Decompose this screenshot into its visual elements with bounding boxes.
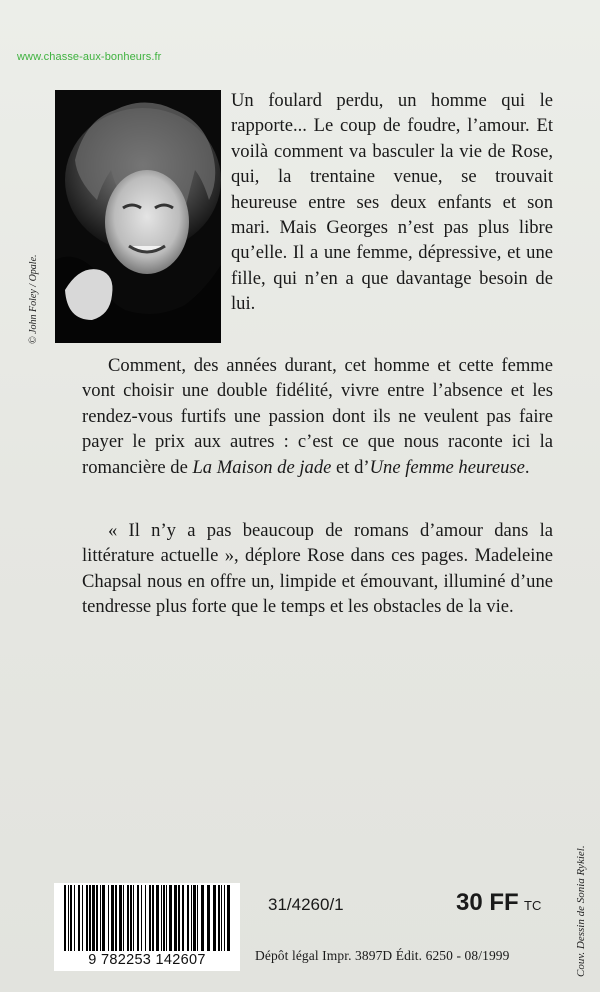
barcode-bar <box>218 885 220 951</box>
barcode-bar <box>86 885 88 951</box>
barcode-bars <box>54 883 240 953</box>
paragraph-2-end: . <box>524 456 530 478</box>
barcode-bar <box>161 885 162 951</box>
blurb-paragraph-3 <box>82 518 553 620</box>
blurb-paragraph-2 <box>82 353 553 480</box>
barcode-bar <box>89 885 91 951</box>
barcode-bar <box>92 885 95 951</box>
barcode-bar <box>130 885 132 951</box>
barcode-bar <box>156 885 159 951</box>
barcode-bar <box>191 885 192 951</box>
barcode-bar <box>221 885 222 951</box>
barcode-bar <box>178 885 180 951</box>
price: 30 FF <box>456 889 519 916</box>
barcode-bar <box>201 885 204 951</box>
barcode-bar <box>102 885 105 951</box>
barcode-bar <box>224 885 225 951</box>
barcode-bar <box>174 885 177 951</box>
catalog-code: 31/4260/1 <box>268 895 344 914</box>
cover-credit: Couv. Dessin de Sonia Rykiel. <box>575 845 587 977</box>
book-title-la-maison-de-jade: La Maison de jade <box>192 456 332 478</box>
barcode-bar <box>169 885 172 951</box>
barcode-bar <box>100 885 101 951</box>
author-portrait-image <box>55 90 221 343</box>
watermark-url: www.chasse-aux-bonheurs.fr <box>17 51 162 63</box>
barcode-bar <box>68 885 69 951</box>
barcode-bar <box>74 885 75 951</box>
barcode-bar <box>141 885 142 951</box>
paragraph-2-between: et d’ <box>331 456 370 478</box>
barcode-bar <box>96 885 98 951</box>
barcode-bar <box>197 885 198 951</box>
barcode-bar <box>145 885 146 951</box>
barcode-bar <box>64 885 66 951</box>
barcode-bar <box>187 885 189 951</box>
barcode-bar <box>108 885 109 951</box>
barcode-bar <box>115 885 117 951</box>
barcode-bar <box>182 885 184 951</box>
barcode-bar <box>133 885 134 951</box>
photo-credit: © John Foley / Opale. <box>28 254 39 344</box>
paragraph-2-text: Comment, des années durant, cet homme et cette femme vont choisir une double fidélité, vivre entre l’absence et les rendez-vous furtifs une passion dont ils ne veulent pas faire payer le prix aux autres : c’est ce que nous raconte ici la romancière de <box>82 355 553 478</box>
price-suffix: TC <box>524 898 542 913</box>
barcode-bar <box>111 885 114 951</box>
barcode-bar <box>207 885 210 951</box>
barcode-bar <box>82 885 83 951</box>
author-photo <box>55 90 221 343</box>
barcode-bar <box>213 885 216 951</box>
barcode-bar <box>152 885 154 951</box>
barcode-bar <box>123 885 124 951</box>
barcode-bar <box>163 885 165 951</box>
barcode-bar <box>119 885 122 951</box>
barcode-bar <box>127 885 129 951</box>
barcode-bar <box>78 885 80 951</box>
barcode-bar <box>70 885 72 951</box>
barcode-bar <box>193 885 196 951</box>
book-title-une-femme-heureuse: Une femme heureuse <box>369 456 525 478</box>
barcode-bar <box>149 885 151 951</box>
barcode-bar <box>137 885 139 951</box>
barcode-number: 9 782253 142607 <box>88 952 206 968</box>
legal-deposit: Dépôt légal Impr. 3897D Édit. 6250 - 08/1999 <box>255 948 510 963</box>
barcode-bar <box>227 885 230 951</box>
blurb-paragraph-1: Un foulard perdu, un homme qui le rapporte... Le coup de foudre, l’amour. Et voilà comment va basculer la vie de Rose, qui, la trentaine venue, se trouvait heureuse entre ses deux enfants et son mari. Mais Georges n’est pas plus libre qu’elle. Il a une femme, dépressive, et une fille, qui n’en a que davantage besoin de lui. <box>231 90 553 315</box>
barcode-bar <box>166 885 167 951</box>
barcode <box>54 883 240 971</box>
paragraph-3-text: « Il n’y a pas beaucoup de romans d’amour dans la littérature actuelle », déplore Rose dans ces pages. Madeleine Chapsal nous en offre un, limpide et émouvant, illuminé d’une tendresse plus forte que le temps et les obstacles de la vie. <box>82 520 553 618</box>
